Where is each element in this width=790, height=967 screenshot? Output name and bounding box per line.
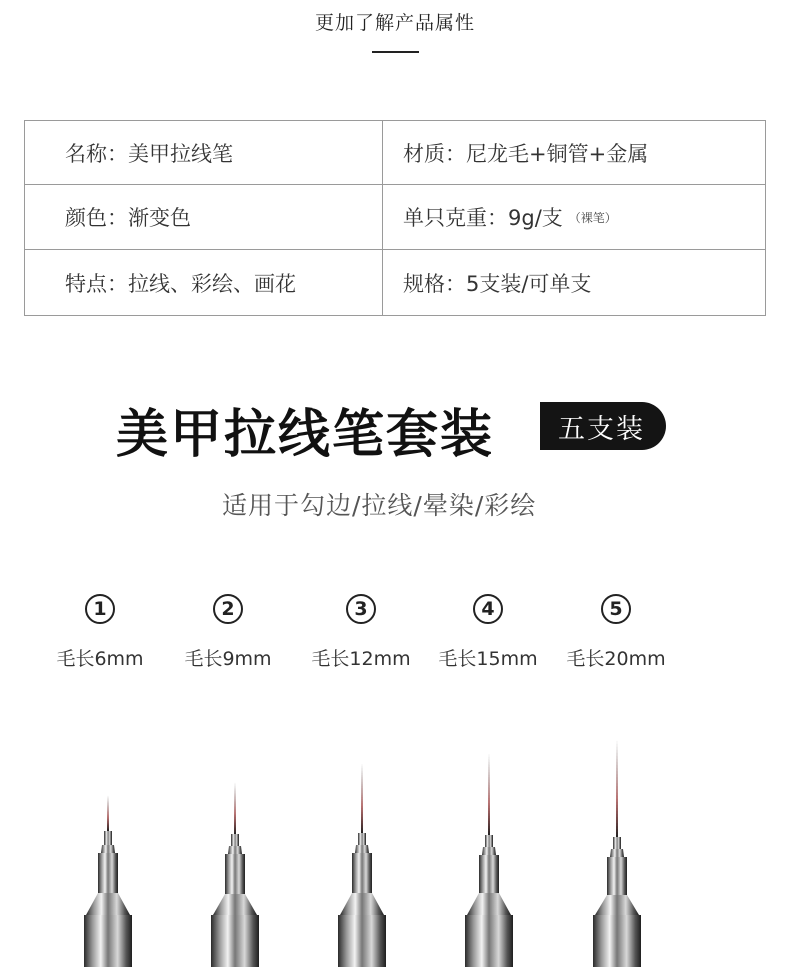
spec-weight-text: 单只克重：9g/支 [403, 206, 563, 230]
spec-material [383, 121, 765, 184]
brush-length: 毛长12mm [311, 648, 411, 670]
brush-pen-3 [332, 763, 392, 967]
brush-number: 1 [85, 594, 115, 624]
spec-weight [383, 185, 765, 249]
brush-length: 毛长6mm [56, 648, 144, 670]
brush-number: 4 [473, 594, 503, 624]
hero-subtitle: 适用于勾边/拉线/晕染/彩绘 [222, 491, 537, 520]
spec-table [24, 120, 766, 316]
spec-color: 颜色：渐变色 [25, 185, 383, 249]
spec-row [25, 250, 765, 315]
hero-title: 美甲拉线笔套装 [116, 405, 495, 465]
brush-item-2 [178, 594, 278, 671]
brush-pen-2 [205, 782, 265, 967]
brush-length: 毛长15mm [438, 648, 538, 670]
spec-name: 名称：美甲拉线笔 [25, 121, 383, 184]
brush-number: 5 [601, 594, 631, 624]
brush-item-4 [438, 594, 538, 671]
brush-length: 毛长9mm [184, 648, 272, 670]
spec-row [25, 185, 765, 250]
brush-length: 毛长20mm [566, 648, 666, 670]
spec-row [25, 121, 765, 185]
brush-pen-4 [459, 753, 519, 967]
brush-pen-1 [78, 795, 138, 967]
spec-material-text: 材质：尼龙毛+铜管+金属 [403, 141, 649, 166]
spec-feature: 特点：拉线、彩绘、画花 [25, 250, 383, 315]
brush-pen-5 [587, 739, 647, 967]
spec-spec-text: 规格：5支装/可单支 [403, 271, 592, 296]
brush-number: 2 [213, 594, 243, 624]
title-underline [372, 51, 419, 53]
brush-item-3 [311, 594, 411, 671]
hero-badge: 五支装 [540, 402, 666, 450]
spec-weight-note: （裸笔） [568, 210, 617, 225]
spec-spec [383, 250, 765, 315]
brush-number: 3 [346, 594, 376, 624]
brush-item-5 [566, 594, 666, 671]
brush-item-1 [50, 594, 150, 671]
section-title: 更加了解产品属性 [314, 12, 475, 34]
